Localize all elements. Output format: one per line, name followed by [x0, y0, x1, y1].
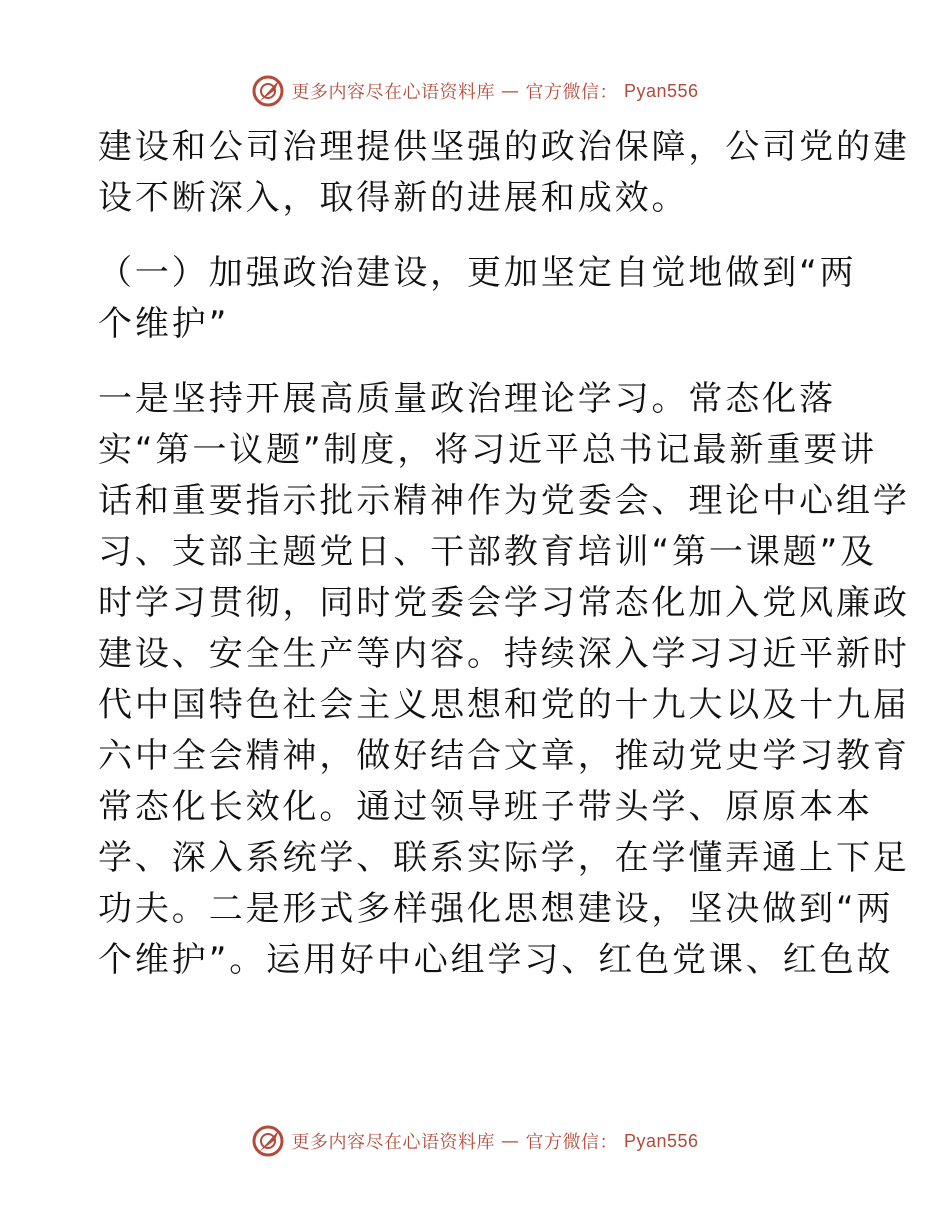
text-line: 设不断深入，取得新的进展和成效。	[98, 178, 689, 218]
footer-watermark	[0, 1124, 950, 1158]
text-line: 建设和公司治理提供坚强的政治保障，公司党的建	[98, 127, 910, 167]
quill-logo-icon	[251, 74, 285, 108]
text-line: 功夫。二是形式多样强化思想建设，坚决做到“两	[98, 889, 894, 929]
section-heading	[98, 248, 858, 350]
watermark-brand-text: 更多内容尽在心语资料库	[291, 1132, 495, 1153]
watermark-label-text: 官方微信：	[525, 1132, 618, 1153]
paragraph-political-study	[98, 374, 910, 986]
watermark-wechat-id: Pyan556	[623, 80, 699, 101]
text-line: 习、支部主题党日、干部教育培训“第一课题”及	[98, 532, 878, 572]
heading-line: 个维护”	[98, 304, 230, 344]
text-line: 时学习贯彻，同时党委会学习常态化加入党风廉政	[98, 583, 910, 623]
watermark-wechat-id: Pyan556	[623, 1130, 699, 1151]
watermark-brand-text: 更多内容尽在心语资料库	[291, 82, 495, 103]
document-body	[98, 122, 910, 986]
watermark-label-text: 官方微信：	[525, 82, 618, 103]
heading-line: （一）加强政治建设，更加坚定自觉地做到“两	[98, 253, 857, 293]
text-line: 学、深入系统学、联系实际学，在学懂弄通上下足	[98, 838, 910, 878]
text-line: 代中国特色社会主义思想和党的十九大以及十九届	[98, 685, 910, 725]
watermark-separator: —	[500, 80, 520, 102]
text-line: 常态化长效化。通过领导班子带头学、原原本本	[98, 787, 873, 827]
text-line: 话和重要指示批示精神作为党委会、理论中心组学	[98, 481, 910, 521]
text-line: 一是坚持开展高质量政治理论学习。常态化落	[98, 379, 836, 419]
text-line: 个维护”。运用好中心组学习、红色党课、红色故	[98, 940, 894, 980]
text-line: 实“第一议题”制度，将习近平总书记最新重要讲	[98, 430, 878, 470]
watermark-separator: —	[500, 1130, 520, 1152]
header-watermark	[0, 74, 950, 108]
text-line: 建设、安全生产等内容。持续深入学习习近平新时	[98, 634, 910, 674]
paragraph-intro-continuation	[98, 122, 910, 224]
quill-logo-icon	[251, 1124, 285, 1158]
text-line: 六中全会精神，做好结合文章，推动党史学习教育	[98, 736, 910, 776]
